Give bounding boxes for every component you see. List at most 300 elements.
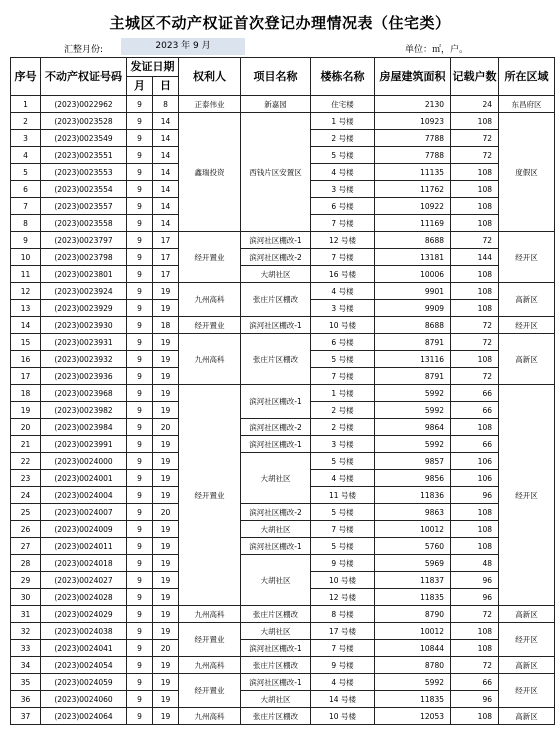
cell-project: 张庄片区棚改 — [241, 283, 311, 317]
cell-day: 19 — [153, 572, 179, 589]
cell-area: 11762 — [375, 181, 451, 198]
cell-building: 3 号楼 — [311, 300, 375, 317]
cell-cert: (2023)0023551 — [41, 147, 127, 164]
cell-day: 19 — [153, 691, 179, 708]
cell-building: 9 号楼 — [311, 555, 375, 572]
cell-building: 6 号楼 — [311, 334, 375, 351]
cell-month: 9 — [127, 113, 153, 130]
cell-area: 5760 — [375, 538, 451, 555]
cell-households: 108 — [451, 113, 499, 130]
cell-day: 17 — [153, 266, 179, 283]
header-day: 日 — [153, 77, 179, 96]
cell-day: 20 — [153, 504, 179, 521]
cell-month: 9 — [127, 606, 153, 623]
cell-cert: (2023)0023798 — [41, 249, 127, 266]
cell-project: 张庄片区棚改 — [241, 606, 311, 623]
cell-cert: (2023)0024054 — [41, 657, 127, 674]
table-row — [11, 606, 555, 623]
table-row — [11, 317, 555, 334]
cell-month: 9 — [127, 436, 153, 453]
table-row — [11, 640, 555, 657]
cell-households: 108 — [451, 164, 499, 181]
table-row — [11, 453, 555, 470]
cell-households: 106 — [451, 453, 499, 470]
cell-building: 10 号楼 — [311, 317, 375, 334]
table-row — [11, 385, 555, 402]
cell-project: 滨河社区棚改-1 — [241, 538, 311, 555]
cell-building: 12 号楼 — [311, 232, 375, 249]
cell-month: 9 — [127, 215, 153, 232]
cell-district: 高新区 — [499, 708, 555, 725]
cell-area: 13116 — [375, 351, 451, 368]
cell-project: 张庄片区棚改 — [241, 334, 311, 385]
cell-area: 8791 — [375, 368, 451, 385]
cell-households: 108 — [451, 538, 499, 555]
cell-month: 9 — [127, 453, 153, 470]
cell-seq: 30 — [11, 589, 41, 606]
cell-households: 108 — [451, 300, 499, 317]
cell-seq: 32 — [11, 623, 41, 640]
cell-area: 9864 — [375, 419, 451, 436]
header-cert: 不动产权证号码 — [41, 58, 127, 96]
cell-day: 14 — [153, 147, 179, 164]
cell-month: 9 — [127, 640, 153, 657]
cell-area: 10012 — [375, 521, 451, 538]
cell-day: 19 — [153, 555, 179, 572]
cell-area: 5992 — [375, 385, 451, 402]
page-title: 主城区不动产权证首次登记办理情况表（住宅类） — [109, 14, 451, 32]
cell-households: 96 — [451, 572, 499, 589]
cell-seq: 4 — [11, 147, 41, 164]
cell-area: 5969 — [375, 555, 451, 572]
cell-district: 高新区 — [499, 606, 555, 623]
month-label: 汇整月份: — [64, 45, 104, 55]
cell-day: 19 — [153, 538, 179, 555]
header-seq: 序号 — [11, 58, 41, 96]
cell-project: 滨河社区棚改-1 — [241, 436, 311, 453]
cell-district: 经开区 — [499, 232, 555, 283]
header-date: 发证日期 — [127, 58, 179, 77]
cell-month: 9 — [127, 283, 153, 300]
cell-households: 108 — [451, 351, 499, 368]
cell-seq: 5 — [11, 164, 41, 181]
cell-day: 19 — [153, 453, 179, 470]
cell-households: 108 — [451, 521, 499, 538]
cell-project: 滨河社区棚改-1 — [241, 232, 311, 249]
cell-cert: (2023)0024001 — [41, 470, 127, 487]
cell-seq: 15 — [11, 334, 41, 351]
cell-cert: (2023)0024029 — [41, 606, 127, 623]
cell-day: 19 — [153, 436, 179, 453]
cell-households: 108 — [451, 623, 499, 640]
table-row — [11, 708, 555, 725]
cell-households: 66 — [451, 436, 499, 453]
cell-area: 8688 — [375, 232, 451, 249]
cell-project: 滨河社区棚改-2 — [241, 249, 311, 266]
header-project: 项目名称 — [241, 58, 311, 96]
cell-building: 3 号楼 — [311, 436, 375, 453]
cell-cert: (2023)0023930 — [41, 317, 127, 334]
cell-month: 9 — [127, 232, 153, 249]
cell-owner: 九州高科 — [179, 657, 241, 674]
cell-building: 2 号楼 — [311, 402, 375, 419]
cell-month: 9 — [127, 623, 153, 640]
cell-area: 2130 — [375, 96, 451, 113]
cell-owner: 九州高科 — [179, 708, 241, 725]
cell-cert: (2023)0023968 — [41, 385, 127, 402]
cell-households: 96 — [451, 487, 499, 504]
cell-month: 9 — [127, 691, 153, 708]
cell-seq: 37 — [11, 708, 41, 725]
cell-day: 14 — [153, 215, 179, 232]
header-owner: 权利人 — [179, 58, 241, 96]
cell-project: 大胡社区 — [241, 691, 311, 708]
cell-cert: (2023)0024064 — [41, 708, 127, 725]
cell-seq: 22 — [11, 453, 41, 470]
cell-cert: (2023)0024041 — [41, 640, 127, 657]
cell-seq: 25 — [11, 504, 41, 521]
cell-day: 20 — [153, 640, 179, 657]
cell-day: 19 — [153, 487, 179, 504]
cell-area: 11135 — [375, 164, 451, 181]
cell-seq: 35 — [11, 674, 41, 691]
cell-month: 9 — [127, 198, 153, 215]
cell-project: 大胡社区 — [241, 623, 311, 640]
cell-building: 4 号楼 — [311, 470, 375, 487]
cell-owner: 九州高科 — [179, 334, 241, 385]
cell-households: 66 — [451, 385, 499, 402]
cell-month: 9 — [127, 555, 153, 572]
cell-month: 9 — [127, 317, 153, 334]
cell-cert: (2023)0024011 — [41, 538, 127, 555]
cell-seq: 31 — [11, 606, 41, 623]
cell-area: 11835 — [375, 691, 451, 708]
cell-day: 19 — [153, 368, 179, 385]
cell-seq: 6 — [11, 181, 41, 198]
cell-cert: (2023)0023554 — [41, 181, 127, 198]
cell-month: 9 — [127, 521, 153, 538]
cell-seq: 29 — [11, 572, 41, 589]
cell-seq: 28 — [11, 555, 41, 572]
cell-cert: (2023)0023558 — [41, 215, 127, 232]
cell-households: 66 — [451, 402, 499, 419]
month-value: 2023 年 9 月 — [121, 38, 245, 55]
cell-day: 14 — [153, 164, 179, 181]
header-households: 记载户数 — [451, 58, 499, 96]
cell-cert: (2023)0023797 — [41, 232, 127, 249]
cell-day: 19 — [153, 402, 179, 419]
cell-households: 96 — [451, 691, 499, 708]
cell-building: 7 号楼 — [311, 249, 375, 266]
cell-day: 19 — [153, 606, 179, 623]
cell-day: 14 — [153, 130, 179, 147]
cell-seq: 23 — [11, 470, 41, 487]
cell-district: 度假区 — [499, 113, 555, 232]
cell-cert: (2023)0023924 — [41, 283, 127, 300]
cell-seq: 7 — [11, 198, 41, 215]
cell-district: 高新区 — [499, 283, 555, 317]
cell-building: 1 号楼 — [311, 385, 375, 402]
cell-households: 108 — [451, 640, 499, 657]
cell-households: 108 — [451, 215, 499, 232]
cell-cert: (2023)0024009 — [41, 521, 127, 538]
cell-households: 72 — [451, 232, 499, 249]
table-row — [11, 521, 555, 538]
table-row — [11, 436, 555, 453]
cell-households: 108 — [451, 419, 499, 436]
cell-area: 9856 — [375, 470, 451, 487]
cell-seq: 3 — [11, 130, 41, 147]
cell-cert: (2023)0023557 — [41, 198, 127, 215]
cell-area: 7788 — [375, 147, 451, 164]
cell-building: 5 号楼 — [311, 453, 375, 470]
table-row — [11, 555, 555, 572]
cell-day: 14 — [153, 113, 179, 130]
cell-cert: (2023)0023528 — [41, 113, 127, 130]
cell-month: 9 — [127, 385, 153, 402]
cell-month: 9 — [127, 589, 153, 606]
registration-table — [10, 57, 555, 725]
cell-cert: (2023)0023936 — [41, 368, 127, 385]
cell-area: 12053 — [375, 708, 451, 725]
cell-project: 西钱片区安置区 — [241, 113, 311, 232]
cell-building: 5 号楼 — [311, 538, 375, 555]
cell-day: 19 — [153, 708, 179, 725]
cell-day: 8 — [153, 96, 179, 113]
cell-district: 经开区 — [499, 674, 555, 708]
cell-district: 高新区 — [499, 334, 555, 385]
table-row — [11, 538, 555, 555]
cell-area: 8688 — [375, 317, 451, 334]
cell-building: 11 号楼 — [311, 487, 375, 504]
cell-day: 19 — [153, 674, 179, 691]
cell-cert: (2023)0022962 — [41, 96, 127, 113]
cell-project: 大胡社区 — [241, 555, 311, 606]
cell-building: 12 号楼 — [311, 589, 375, 606]
cell-building: 5 号楼 — [311, 351, 375, 368]
cell-district: 经开区 — [499, 317, 555, 334]
cell-month: 9 — [127, 538, 153, 555]
cell-day: 19 — [153, 623, 179, 640]
cell-area: 10844 — [375, 640, 451, 657]
cell-district: 经开区 — [499, 623, 555, 657]
header-area: 房屋建筑面积 — [375, 58, 451, 96]
cell-owner: 九州高科 — [179, 606, 241, 623]
table-row — [11, 657, 555, 674]
cell-households: 144 — [451, 249, 499, 266]
cell-area: 13181 — [375, 249, 451, 266]
cell-day: 19 — [153, 351, 179, 368]
table-row — [11, 266, 555, 283]
cell-seq: 2 — [11, 113, 41, 130]
cell-seq: 11 — [11, 266, 41, 283]
cell-households: 72 — [451, 147, 499, 164]
cell-cert: (2023)0023982 — [41, 402, 127, 419]
cell-households: 72 — [451, 317, 499, 334]
cell-day: 14 — [153, 198, 179, 215]
cell-month: 9 — [127, 572, 153, 589]
cell-building: 4 号楼 — [311, 164, 375, 181]
cell-project: 滨河社区棚改-2 — [241, 419, 311, 436]
table-row — [11, 419, 555, 436]
cell-month: 9 — [127, 368, 153, 385]
cell-cert: (2023)0023549 — [41, 130, 127, 147]
cell-area: 5992 — [375, 674, 451, 691]
cell-building: 7 号楼 — [311, 215, 375, 232]
cell-area: 5992 — [375, 402, 451, 419]
cell-building: 住宅楼 — [311, 96, 375, 113]
cell-project: 张庄片区棚改 — [241, 657, 311, 674]
cell-households: 96 — [451, 589, 499, 606]
cell-area: 9863 — [375, 504, 451, 521]
cell-owner: 经开置业 — [179, 674, 241, 708]
cell-seq: 1 — [11, 96, 41, 113]
cell-month: 9 — [127, 657, 153, 674]
cell-project: 滨河社区棚改-1 — [241, 385, 311, 419]
cell-month: 9 — [127, 674, 153, 691]
cell-households: 72 — [451, 657, 499, 674]
cell-seq: 20 — [11, 419, 41, 436]
cell-cert: (2023)0024018 — [41, 555, 127, 572]
cell-seq: 26 — [11, 521, 41, 538]
cell-day: 14 — [153, 181, 179, 198]
cell-project: 滨河社区棚改-2 — [241, 504, 311, 521]
cell-day: 17 — [153, 232, 179, 249]
cell-month: 9 — [127, 164, 153, 181]
cell-month: 9 — [127, 249, 153, 266]
cell-seq: 8 — [11, 215, 41, 232]
cell-building: 1 号楼 — [311, 113, 375, 130]
table-row — [11, 623, 555, 640]
cell-month: 9 — [127, 300, 153, 317]
cell-cert: (2023)0023929 — [41, 300, 127, 317]
cell-households: 48 — [451, 555, 499, 572]
cell-day: 19 — [153, 589, 179, 606]
cell-area: 9909 — [375, 300, 451, 317]
cell-area: 10006 — [375, 266, 451, 283]
cell-building: 14 号楼 — [311, 691, 375, 708]
cell-day: 19 — [153, 521, 179, 538]
cell-building: 7 号楼 — [311, 368, 375, 385]
cell-households: 108 — [451, 283, 499, 300]
cell-building: 9 号楼 — [311, 657, 375, 674]
cell-day: 17 — [153, 249, 179, 266]
cell-cert: (2023)0024027 — [41, 572, 127, 589]
table-row — [11, 674, 555, 691]
cell-building: 17 号楼 — [311, 623, 375, 640]
table-row — [11, 249, 555, 266]
cell-seq: 17 — [11, 368, 41, 385]
header-district: 所在区域 — [499, 58, 555, 96]
cell-day: 19 — [153, 283, 179, 300]
cell-seq: 14 — [11, 317, 41, 334]
cell-month: 9 — [127, 130, 153, 147]
cell-area: 5992 — [375, 436, 451, 453]
cell-area: 10922 — [375, 198, 451, 215]
cell-households: 72 — [451, 606, 499, 623]
cell-building: 10 号楼 — [311, 708, 375, 725]
cell-households: 108 — [451, 198, 499, 215]
cell-cert: (2023)0023801 — [41, 266, 127, 283]
cell-day: 19 — [153, 385, 179, 402]
cell-owner: 经开置业 — [179, 317, 241, 334]
table-row — [11, 232, 555, 249]
cell-area: 8791 — [375, 334, 451, 351]
cell-project: 滨河社区棚改-1 — [241, 317, 311, 334]
cell-building: 16 号楼 — [311, 266, 375, 283]
cell-seq: 21 — [11, 436, 41, 453]
cell-month: 9 — [127, 504, 153, 521]
cell-project: 大胡社区 — [241, 521, 311, 538]
cell-month: 9 — [127, 419, 153, 436]
cell-area: 7788 — [375, 130, 451, 147]
cell-month: 9 — [127, 402, 153, 419]
cell-day: 19 — [153, 657, 179, 674]
cell-day: 20 — [153, 419, 179, 436]
cell-households: 108 — [451, 708, 499, 725]
cell-building: 4 号楼 — [311, 674, 375, 691]
cell-cert: (2023)0024059 — [41, 674, 127, 691]
cell-building: 2 号楼 — [311, 130, 375, 147]
cell-month: 9 — [127, 351, 153, 368]
cell-cert: (2023)0023553 — [41, 164, 127, 181]
cell-seq: 36 — [11, 691, 41, 708]
cell-area: 10923 — [375, 113, 451, 130]
cell-building: 7 号楼 — [311, 521, 375, 538]
table-row — [11, 334, 555, 351]
cell-building: 10 号楼 — [311, 572, 375, 589]
cell-owner: 经开置业 — [179, 232, 241, 283]
cell-month: 9 — [127, 708, 153, 725]
cell-owner: 鑫瑞投资 — [179, 113, 241, 232]
cell-area: 11837 — [375, 572, 451, 589]
cell-area: 11169 — [375, 215, 451, 232]
table-row — [11, 504, 555, 521]
table-row — [11, 113, 555, 130]
cell-cert: (2023)0024000 — [41, 453, 127, 470]
cell-area: 8780 — [375, 657, 451, 674]
cell-cert: (2023)0024028 — [41, 589, 127, 606]
cell-seq: 24 — [11, 487, 41, 504]
cell-district: 东昌府区 — [499, 96, 555, 113]
table-row — [11, 691, 555, 708]
cell-cert: (2023)0023991 — [41, 436, 127, 453]
cell-owner: 经开置业 — [179, 385, 241, 606]
cell-month: 9 — [127, 487, 153, 504]
cell-households: 108 — [451, 266, 499, 283]
cell-households: 108 — [451, 504, 499, 521]
cell-area: 11836 — [375, 487, 451, 504]
cell-day: 18 — [153, 317, 179, 334]
cell-seq: 16 — [11, 351, 41, 368]
cell-area: 8790 — [375, 606, 451, 623]
cell-building: 5 号楼 — [311, 147, 375, 164]
table-row — [11, 283, 555, 300]
cell-cert: (2023)0023931 — [41, 334, 127, 351]
cell-district: 经开区 — [499, 385, 555, 606]
cell-project: 滨河社区棚改-1 — [241, 674, 311, 691]
cell-households: 108 — [451, 181, 499, 198]
cell-month: 9 — [127, 96, 153, 113]
cell-building: 2 号楼 — [311, 419, 375, 436]
cell-cert: (2023)0023932 — [41, 351, 127, 368]
cell-seq: 33 — [11, 640, 41, 657]
cell-area: 10012 — [375, 623, 451, 640]
cell-seq: 12 — [11, 283, 41, 300]
cell-households: 72 — [451, 334, 499, 351]
cell-project: 滨河社区棚改-1 — [241, 640, 311, 657]
cell-day: 19 — [153, 470, 179, 487]
